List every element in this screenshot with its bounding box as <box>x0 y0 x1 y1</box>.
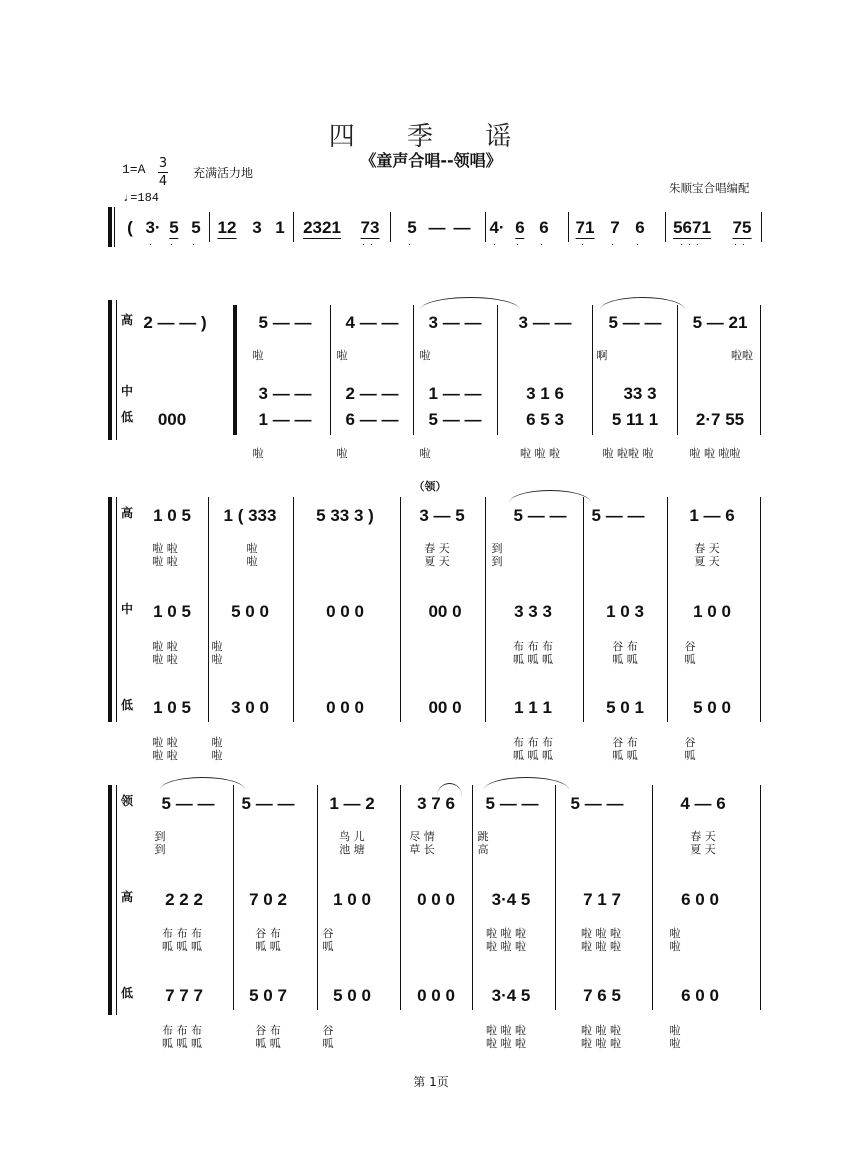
measure-notes: 1 — 6 <box>689 506 735 525</box>
lyric: 呱 呱 呱 <box>513 653 553 666</box>
measure-notes: 3 7 6 <box>417 794 455 813</box>
expression-mark: 充满活力地 <box>193 166 254 180</box>
measure-notes: 4 — — <box>345 313 399 332</box>
lyric: 谷 布 <box>612 736 638 749</box>
lyric: 呱 <box>322 1037 334 1050</box>
octave-dot-below: . <box>170 238 178 248</box>
lyric: 啦 啦 <box>152 542 178 555</box>
octave-dot-below: ... <box>680 238 704 248</box>
lyric: 呱 呱 <box>255 940 281 953</box>
measure-notes: 5 — — <box>485 794 539 813</box>
measure-notes: 33 3 <box>623 384 657 403</box>
measure-notes: 5 — 21 <box>692 313 748 332</box>
measure-notes: 7 0 2 <box>249 890 287 909</box>
barline <box>472 785 473 1010</box>
octave-dot-below: . <box>611 238 619 248</box>
measure-notes: 1 0 5 <box>153 698 191 717</box>
lyric: 啦 啦 啦 <box>486 1037 526 1050</box>
part-label-low: 低 <box>121 986 134 1000</box>
lyric: 啦 啦 啦 <box>581 1024 621 1037</box>
system-line <box>116 785 117 1015</box>
measure-notes: 1 — 2 <box>329 794 375 813</box>
lyric: 啦 <box>669 1024 681 1037</box>
barline <box>209 212 210 242</box>
measure-notes: 5 — — <box>258 313 312 332</box>
measure-notes: 1 0 5 <box>153 506 191 525</box>
lyric: 呱 <box>684 749 696 762</box>
jianpu-note: 4· <box>489 218 505 237</box>
measure-notes: 1 1 1 <box>514 698 552 717</box>
measure-notes: 0 0 0 <box>326 602 364 621</box>
measure-notes: 6 0 0 <box>681 890 719 909</box>
octave-dot-below: .. <box>734 238 750 248</box>
time-sig-bottom: 4 <box>158 174 168 189</box>
barline <box>400 497 401 722</box>
lyric: 谷 <box>684 640 696 653</box>
measure-notes: 6 5 3 <box>526 410 564 429</box>
jianpu-note: 7 <box>610 218 620 237</box>
lyric: 啦 <box>336 349 348 362</box>
lyric: 高 <box>477 843 489 856</box>
measure-notes: 1 0 3 <box>606 602 644 621</box>
measure-notes: 3 — — <box>258 384 312 403</box>
part-label-mid: 中 <box>121 384 134 398</box>
lyric: 啦 <box>419 349 431 362</box>
lyric: 布 布 布 <box>513 640 553 653</box>
lyric: 啦 啦 <box>152 640 178 653</box>
lyric: 谷 布 <box>612 640 638 653</box>
lyric: 呱 呱 <box>612 653 638 666</box>
part-label-high: 高 <box>121 890 134 904</box>
barline <box>497 305 498 435</box>
jianpu-note: 2321 <box>303 218 341 237</box>
lyric: 啦 啦 <box>152 555 178 568</box>
lyric: 呱 呱 呱 <box>162 1037 202 1050</box>
lyric: 啦啦 <box>731 349 753 362</box>
lyric: 呱 呱 呱 <box>162 940 202 953</box>
lyric: 谷 <box>322 927 334 940</box>
system-bracket <box>108 785 112 1015</box>
barline <box>652 785 653 1010</box>
barline <box>293 497 294 722</box>
measure-notes: 1 0 5 <box>153 602 191 621</box>
octave-dot-below: . <box>493 238 501 248</box>
measure-notes: 00 0 <box>428 698 462 717</box>
lead-marker: （领） <box>413 480 447 493</box>
system-line <box>114 207 115 247</box>
slur-mark <box>600 297 685 310</box>
lyric: 春 天 <box>694 542 720 555</box>
lyric: 夏 天 <box>694 555 720 568</box>
jianpu-note: 75 <box>732 218 752 237</box>
octave-dot-below: .. <box>362 238 378 248</box>
jianpu-note: 5 <box>407 218 417 237</box>
part-label-low: 低 <box>121 698 134 712</box>
measure-notes: 5 — — <box>161 794 215 813</box>
lyric: 谷 布 <box>255 927 281 940</box>
lyric: 啦 <box>669 927 681 940</box>
measure-notes: 5 — — <box>428 410 482 429</box>
lyric: 啦 啦 啦 <box>520 447 560 460</box>
measure-notes: 6 0 0 <box>681 986 719 1005</box>
lyric: 布 布 布 <box>513 736 553 749</box>
lyric: 到 <box>154 830 166 843</box>
lyric: 啦 啦 啦 <box>486 1024 526 1037</box>
lyric: 啦 <box>669 940 681 953</box>
jianpu-note: 71 <box>575 218 595 237</box>
measure-notes: 0 0 0 <box>326 698 364 717</box>
jianpu-note: ( <box>127 218 133 237</box>
lyric: 啦 <box>211 640 223 653</box>
barline <box>485 497 486 722</box>
song-title: 四 季 谣 <box>328 122 534 152</box>
measure-notes: 7 6 5 <box>583 986 621 1005</box>
arranger-credit: 朱顺宝合唱编配 <box>669 181 750 195</box>
measure-notes: 5 — — <box>241 794 295 813</box>
measure-notes: 2 2 2 <box>165 890 203 909</box>
lyric: 啊 <box>596 349 608 362</box>
lyric: 池 塘 <box>339 843 365 856</box>
barline <box>760 785 761 1010</box>
measure-notes: 3 0 0 <box>231 698 269 717</box>
barline <box>400 785 401 1010</box>
measure-notes: 5 0 0 <box>231 602 269 621</box>
lyric: 夏 天 <box>424 555 450 568</box>
jianpu-note: — <box>428 218 446 237</box>
jianpu-note: 6 <box>515 218 525 237</box>
jianpu-note: 6 <box>635 218 645 237</box>
measure-notes: 2 — — <box>345 384 399 403</box>
barline <box>583 497 584 722</box>
barline <box>236 305 237 435</box>
jianpu-note: 5 <box>169 218 179 237</box>
measure-notes: 3 — — <box>518 313 572 332</box>
octave-dot-below: . <box>149 238 157 248</box>
measure-notes: 5 — — <box>570 794 624 813</box>
barline <box>568 212 569 242</box>
barline <box>485 212 486 242</box>
part-label-high: 高 <box>121 506 134 520</box>
octave-dot-below: . <box>192 238 200 248</box>
time-sig-top: 3 <box>158 156 168 171</box>
lyric: 呱 <box>322 940 334 953</box>
system-bracket <box>108 497 112 722</box>
measure-notes: 3·4 5 <box>491 986 531 1005</box>
barline <box>665 212 666 242</box>
lyric: 啦 啦 <box>152 653 178 666</box>
barline <box>760 497 761 722</box>
lyric: 跳 <box>477 830 489 843</box>
barline <box>555 785 556 1010</box>
lyric: 啦 <box>669 1037 681 1050</box>
lyric: 呱 <box>684 653 696 666</box>
lyric: 谷 布 <box>255 1024 281 1037</box>
lyric: 啦 <box>211 749 223 762</box>
measure-notes: 7 1 7 <box>583 890 621 909</box>
slur-mark <box>420 297 520 310</box>
slur-mark <box>160 777 245 790</box>
measure-notes: 1 0 0 <box>693 602 731 621</box>
part-label-high: 高 <box>121 313 134 327</box>
measure-notes: 2·7 55 <box>695 410 745 429</box>
measure-notes: 3 1 6 <box>526 384 564 403</box>
measure-notes: 5 11 1 <box>611 410 659 429</box>
measure-notes: 5 0 0 <box>693 698 731 717</box>
lyric: 啦 <box>252 349 264 362</box>
jianpu-note: — <box>453 218 471 237</box>
lyric: 呱 呱 呱 <box>513 749 553 762</box>
lyric: 草 长 <box>409 843 435 856</box>
system-line <box>116 497 117 722</box>
barline <box>413 305 414 435</box>
jianpu-note: 3 <box>252 218 262 237</box>
lyric: 啦 <box>246 555 258 568</box>
lyric: 啦 啦 啦啦 <box>689 447 741 460</box>
barline <box>677 305 678 435</box>
key-signature: 1=A <box>122 162 146 177</box>
lyric: 啦 啦 <box>152 736 178 749</box>
slur-mark <box>509 490 591 503</box>
lyric: 啦 <box>252 447 264 460</box>
lyric: 啦 啦啦 啦 <box>602 447 654 460</box>
barline <box>293 212 294 242</box>
lyric: 啦 啦 啦 <box>486 940 526 953</box>
barline <box>760 305 761 435</box>
lyric: 布 布 布 <box>162 1024 202 1037</box>
lyric: 尽 情 <box>409 830 435 843</box>
octave-dot-below: . <box>581 238 589 248</box>
measure-notes: 1 — — <box>428 384 482 403</box>
lyric: 啦 啦 啦 <box>581 940 621 953</box>
part-label-low: 低 <box>121 410 134 424</box>
lyric: 鸟 儿 <box>339 830 365 843</box>
measure-notes: 5 33 3 ) <box>316 506 374 525</box>
lyric: 啦 <box>336 447 348 460</box>
octave-dot-below: . <box>540 238 548 248</box>
barline <box>233 785 234 1010</box>
measure-notes: 5 0 7 <box>249 986 287 1005</box>
jianpu-note: 5671 <box>673 218 711 237</box>
measure-notes: 5 — — <box>608 313 662 332</box>
slur-mark <box>437 783 462 796</box>
octave-dot-below: . <box>636 238 644 248</box>
jianpu-note: 12 <box>217 218 237 237</box>
octave-dot-below: . <box>516 238 524 248</box>
measure-notes: 00 0 <box>428 602 462 621</box>
lyric: 啦 啦 <box>152 749 178 762</box>
lyric: 呱 呱 <box>255 1037 281 1050</box>
measure-notes: 5 — — <box>591 506 645 525</box>
jianpu-note: 5 <box>191 218 201 237</box>
measure-notes: 2 — — ) <box>143 313 207 332</box>
measure-notes: 000 <box>157 410 187 429</box>
lyric: 啦 啦 啦 <box>486 927 526 940</box>
lyric: 春 天 <box>690 830 716 843</box>
part-label-lead: 领 <box>121 794 134 808</box>
measure-notes: 3 3 3 <box>514 602 552 621</box>
measure-notes: 5 — — <box>513 506 567 525</box>
barline <box>761 212 762 242</box>
time-signature <box>158 156 168 189</box>
octave-dot-below: . <box>408 238 416 248</box>
jianpu-note: 1 <box>275 218 285 237</box>
barline <box>667 497 668 722</box>
lyric: 啦 <box>246 542 258 555</box>
system-line <box>116 300 117 440</box>
barline <box>330 305 331 435</box>
lyric: 啦 啦 啦 <box>581 927 621 940</box>
barline <box>592 305 593 435</box>
measure-notes: 3 — — <box>428 313 482 332</box>
barline <box>317 785 318 1010</box>
lyric: 啦 <box>419 447 431 460</box>
measure-notes: 0 0 0 <box>417 890 455 909</box>
slur-mark <box>484 777 569 790</box>
jianpu-note: 73 <box>360 218 380 237</box>
song-subtitle: 《童声合唱--领唱》 <box>360 151 502 170</box>
lyric: 谷 <box>322 1024 334 1037</box>
lyric: 呱 呱 <box>612 749 638 762</box>
measure-notes: 5 0 1 <box>606 698 644 717</box>
lyric: 谷 <box>684 736 696 749</box>
lyric: 夏 天 <box>690 843 716 856</box>
lyric: 啦 <box>211 736 223 749</box>
measure-notes: 7 7 7 <box>165 986 203 1005</box>
measure-notes: 0 0 0 <box>417 986 455 1005</box>
jianpu-note: 6 <box>539 218 549 237</box>
barline <box>208 497 209 722</box>
lyric: 到 <box>154 843 166 856</box>
measure-notes: 5 0 0 <box>333 986 371 1005</box>
lyric: 啦 啦 啦 <box>581 1037 621 1050</box>
measure-notes: 3·4 5 <box>491 890 531 909</box>
lyric: 春 天 <box>424 542 450 555</box>
lyric: 布 布 布 <box>162 927 202 940</box>
measure-notes: 1 ( 333 <box>223 506 277 525</box>
lyric: 啦 <box>211 653 223 666</box>
measure-notes: 1 0 0 <box>333 890 371 909</box>
system-bracket <box>108 300 112 440</box>
lyric: 到 <box>491 542 503 555</box>
system-bracket <box>108 207 112 247</box>
jianpu-note: 3· <box>145 218 161 237</box>
measure-notes: 6 — — <box>345 410 399 429</box>
part-label-mid: 中 <box>121 602 134 616</box>
measure-notes: 1 — — <box>258 410 312 429</box>
lyric: 到 <box>491 555 503 568</box>
measure-notes: 3 — 5 <box>419 506 465 525</box>
measure-notes: 4 — 6 <box>680 794 726 813</box>
page-number: 第 1页 <box>413 1075 449 1089</box>
barline <box>390 212 391 242</box>
tempo-mark: ♩=184 <box>123 191 160 205</box>
